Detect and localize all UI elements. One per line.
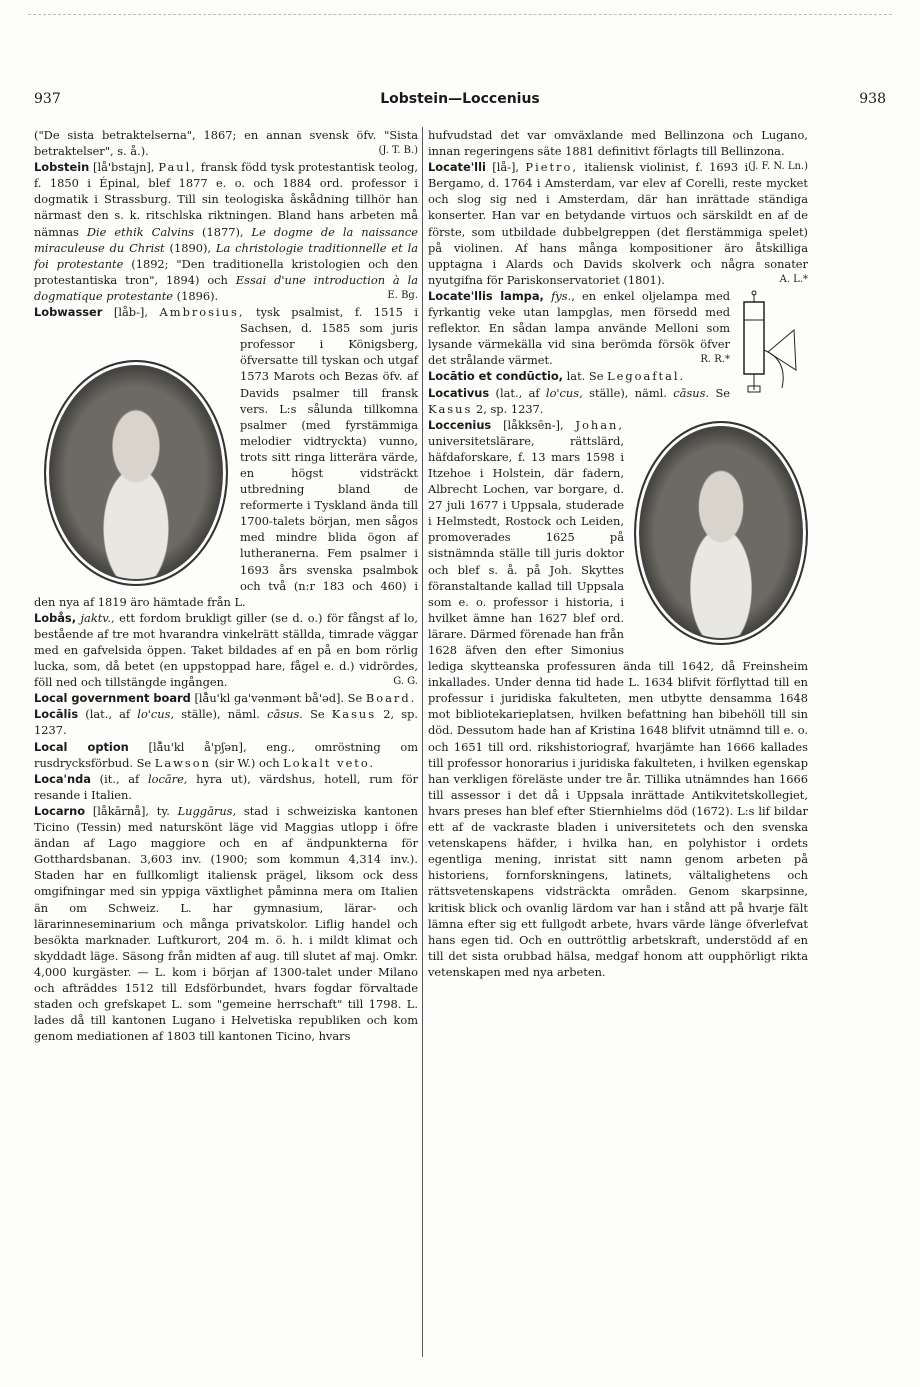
entry-word: Luggārus, (177, 803, 237, 818)
entry-locarno (34, 803, 418, 1044)
page-number-left: 937 (34, 91, 61, 107)
entry-lemma: Lobstein (34, 160, 90, 175)
work-title: Essai d'une introduction à la dogmatique protestante (34, 272, 419, 303)
entry-text: (sir W.) och (214, 755, 280, 770)
entry-text: hyra ut), värdshus, hotell, rum för resande i Italien. (34, 771, 418, 802)
lamp-illustration (738, 290, 808, 400)
entry-lemma: Locate'lli (428, 160, 486, 175)
entry-text: (lat., af (495, 385, 540, 400)
entry-signature: R. R.* (700, 354, 730, 366)
entry-text: (it., af (99, 771, 140, 786)
cross-reference: Kasus (331, 707, 377, 722)
entry-word: cāsus. (673, 385, 710, 400)
work-title: Die ethik Calvins (86, 224, 195, 239)
cross-reference: Legoaftal. (607, 369, 686, 384)
entry-lobwasser (34, 304, 418, 610)
entry-text: (1892; "Den traditionella kristologien och den protestantiska tron", 1894) och (34, 256, 419, 287)
entry-text: (1877), (202, 224, 244, 239)
column-divider (422, 127, 423, 1357)
entry-lemma: Local government board (34, 691, 191, 706)
left-column (34, 127, 418, 1044)
entry-text: fransk född tysk protestantisk teolog, f. 1850 i Épinal, blef 1877 e. o. och 1884 ord. professor i dogmatik i Strassburg. Till sin teologiska åskådning tillhör han närmast den s. k. ritschlska riktningen. Bland hans arbeten må nämnas (34, 160, 419, 239)
work-title: Le dogme de la naissance miraculeuse du Christ (34, 224, 418, 255)
entry-text: (1896). (176, 288, 219, 303)
entry-text: , en enkel oljelampa med fyrkantig veke utan lampglas, men försedd med reflektor. En sådan lampa använde Melloni som lysande värmekälla vid sina berömda försök öfver det strålande värmet. (428, 288, 731, 368)
entry-signature: (J. F. N. Ln.) (748, 161, 808, 173)
cross-reference: Lawson (154, 755, 211, 770)
entry-local-option (34, 739, 418, 771)
entry-lemma: Lobwasser (34, 305, 103, 320)
entry-name: Pietro, (525, 160, 578, 175)
entry-text: 2, sp. 1237. (475, 401, 544, 416)
entry-lobstein (34, 159, 418, 304)
cross-reference: Board. (365, 691, 417, 706)
entry-abbreviation: jaktv. (80, 610, 112, 625)
entry-lemma: Locarno (34, 803, 86, 818)
page-number-right: 938 (859, 91, 886, 107)
top-rule (28, 14, 892, 15)
entry-text: [låb-], (113, 305, 148, 320)
entry-signature: A. L.* (779, 273, 808, 285)
entry-text: [låkksēn-], (503, 417, 564, 432)
entry-text: , ett fordom brukligt giller (se d. o.) för fångst af lo, bestående af tre mot hvarandra vinkelrätt ställda, timrade väggar med en gafvelsida öppen. Taket bildades af en på en bom rörlig lucka, som, då betet (en uppstoppad hare, fågel e. d.) vidrördes, föll ned och tillstängde ingången. (34, 610, 418, 690)
entry-lemma: Local option (34, 739, 129, 754)
cross-reference: Lokalt veto. (283, 755, 376, 770)
entry-word: locāre, (147, 771, 188, 786)
entry-text: [låkārnå], ty. (92, 803, 170, 818)
portrait-loccenius (634, 421, 808, 645)
entry-text: (1890), (169, 240, 212, 255)
entry-text: hufvudstad det var omväxlande med Bellinzona och Lugano, innan regeringens säte 1881 definitivt förlagts till Bellinzona. (428, 128, 808, 159)
work-title: La christologie traditionnelle et la foi protestante (34, 240, 418, 271)
entry-text: (lat., af (85, 707, 131, 722)
entry-text: stad i schweiziska kantonen Ticino (Tessin) med naturskönt läge vid Maggias utlopp i öfre ändan af Lago maggiore och en af ändpunkterna för Gotthardsbanan. 3,603 inv. (1900; som kommun 4,314 inv.). Staden har en fullkomligt italiensk prägel, liksom ock dess omgifningar med sin yppiga växtlighet påminna mera om Italien än om Schweiz. L. har gymnasium, lärar- och lärarinneseminarium och många privatskolor. Liflig handel och besökta marknader. Luftkurort, 204 m. ö. h. i mildt klimat och skyddadt läge. Säsong från midten af aug. till slutet af maj. Omkr. 4,000 kurgäster. — L. kom i början af 1300-talet under Milano och afträddes 1512 till Edsförbundet, hvars fogdar förvaltade staden och grefskapet L. som "gemeine herrschaft" till 1798. L. lades då till kantonen Lugano i Helvetiska republiken och kom genom mediationen af 1803 till kantonen Ticino, hvars (34, 803, 418, 1044)
entry-word: lo'cus, (137, 707, 175, 722)
entry-word: cāsus. (267, 707, 303, 722)
entry-text: tysk psalmist, f. 1515 i Sachsen, d. 1585 som juris professor i Königsberg, öfversatte till tyskan och utgaf 1573 Marots och Bezas öfv. af Davids psalmer till fransk vers. L:s sålunda tillkomna psalmer (med fyrstämmiga melodier vidtryckta) vunno, trots sitt ringa litterära värde, en högst vidsträckt utbredning bland de reformerte i Tyskland ända till 1700-talets början, men sågos med mindre blida ögon af lutheranerna. Fem psalmer i 1693 års svenska psalmbok och två (n:r 183 och 460) i den nya af 1819 äro hämtade från L. (34, 305, 419, 609)
entry-name: Paul, (158, 160, 197, 175)
entry-signature: G. G. (393, 676, 418, 688)
entry-text: universitetslärare, rättslärd, häfdaforskare, f. 13 mars 1598 i Itzehoe i Holstein, där fadern, Albrecht Lochen, var borgare, d. 27 juli 1677 i Uppsala, studerade i Helmstedt, Rostock och Leiden, promoverades 1625 på sistnämnda ställe till juris doktor och blef s. å. på Joh. Skyttes föranstaltande kallad till Uppsala som e. o. professor i historia, i hvilket ämne han 1627 blef ord. lärare. Därmed förenade han från 1628 äfven den efter Simonius lediga skytteanska professuren ända till 1642, då Freinsheim inkallades. Under denna tid hade L. 1634 blifvit förflyttad till en professur i juridiska fakulteten, men utbytte densamma 1648 mot bibliotekarieplatsen, hvilken befattning han bibehöll till sin död. Dessutom hade han af Kristina 1648 blifvit utnämnd till e. o. och 1651 till ord. rikshistoriograf, hvarjämte han 1666 kallades till professor honorarius i juridiska fakulteten, i hvilken egenskap han verkligen föreläste under tre år. Tillika utnämndes han 1666 till assessor i det då i Uppsala inrättade Antikvitetskollegiet, hvars preses han blef efter Stiernhielms död (1672). L:s lif bildar ett af de vackraste bladen i universitetets och den svenska vetenskapens häfder, i hvilka han, en polyhistor i ordets egentliga mening, inristat sitt namn genom arbeten på historiens, fornforskningens, latinets, vältalighetens och rättsvetenskapens vidsträckta områden. Genom skarpsinne, kritisk blick och ovanlig lärdom var han i stånd att på hvarje fält lämna efter sig ett fullgodt arbete, hvars värde länge öfverlefvat hans egen tid. Och en outtröttlig arbetskraft, understödd af en till det sista orubbad hälsa, medgaf honom att oupphörligt rikta vetenskapen med nya arbeten. (428, 433, 808, 979)
entry-lemma: Locātio et condūctio, (428, 369, 564, 384)
entry-text: [lå-], (492, 160, 520, 175)
entry-text: lat. Se (566, 369, 604, 384)
entry-lemma: Loca'nda (34, 771, 91, 786)
entry-lemma: Locate'llis lampa, (428, 288, 544, 303)
right-column (428, 127, 808, 980)
entry-text: [lå'bstajn], (93, 160, 155, 175)
entry-loccenius (428, 417, 808, 980)
entry-text: [lå̄u'kl ga'vənmənt bå'əd]. Se (194, 691, 363, 706)
entry-text: Se (310, 707, 325, 722)
entry-signature: (J. T. B.) (378, 145, 418, 157)
entry-lemma: Locālis (34, 707, 79, 722)
entry-abbreviation: fys. (551, 288, 572, 303)
entry-text: [lå̄u'kl å'pʃən], eng., omröstning om rusdrycksförbud. Se (34, 739, 418, 770)
entry-locanda (34, 771, 418, 803)
entry-text: italiensk violinist, f. 1693 i Bergamo, d. 1764 i Amsterdam, var elev af Corelli, reste mycket och slog sig ned i Amsterdam, där han inrättade ständiga konserter. Han var en betydande virtuos och särskildt en af de förste, som utbildade dubbelgreppen (det flerstämmiga spelet) på violinen. Af hans många kompositioner äro åtskilliga upptagna i Alards och Davids skolverk och några sonater nyutgifna för Pariskonservatoriet (1801). (428, 160, 808, 287)
entry-localis (34, 706, 418, 738)
entry-text: ställe), näml. (181, 707, 260, 722)
entry-local-government-board (34, 690, 418, 706)
entry-text: ("De sista betraktelserna", 1867; en annan svensk öfv. "Sista betraktelser", s. å.). (34, 128, 418, 159)
entry-lemma: Lobås, (34, 610, 77, 625)
entry-locatellis-lampa (428, 288, 808, 368)
entry-name: Ambrosius, (159, 305, 245, 320)
entry-text: ställe), näml. (589, 385, 667, 400)
entry-lobas (34, 610, 418, 690)
entry-name: Johan, (575, 417, 625, 432)
page-title: Lobstein—Loccenius (380, 91, 540, 107)
entry-text: Se (715, 385, 730, 400)
page-header (34, 91, 886, 111)
entry-lemma: Locativus (428, 385, 490, 400)
entry-text: 2, sp. 1237. (34, 707, 419, 738)
cross-reference: Kasus (428, 401, 473, 416)
entry-continuation (34, 127, 418, 159)
entry-signature: E. Bg. (387, 289, 418, 301)
entry-locatelli (428, 159, 808, 288)
entry-word: lo'cus, (545, 385, 583, 400)
entry-lemma: Loccenius (428, 417, 492, 432)
portrait-lobwasser (44, 360, 228, 586)
